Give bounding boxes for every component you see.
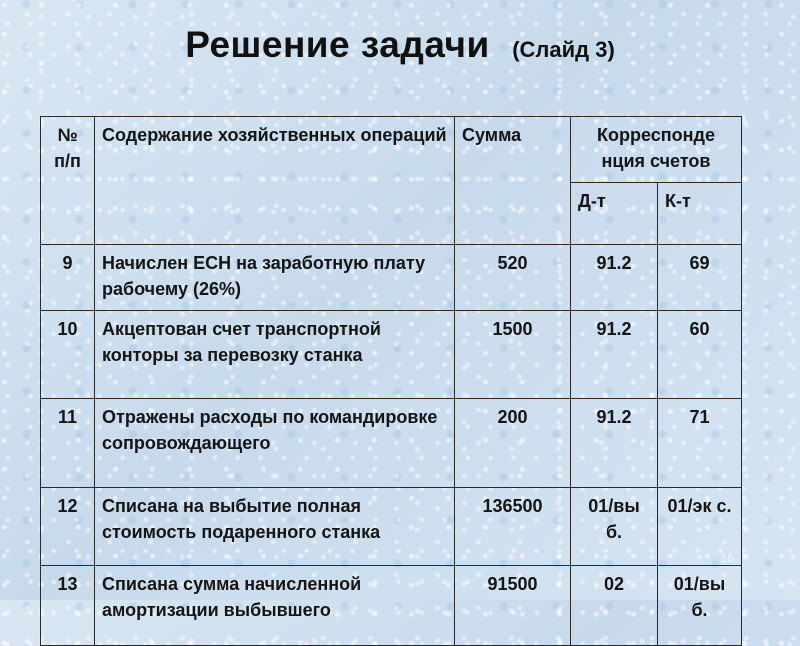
row-credit: 01/эк с. [658, 488, 742, 566]
row-debit: 02 [571, 566, 658, 646]
row-debit: 91.2 [571, 245, 658, 311]
title-main: Решение задачи [185, 24, 490, 65]
table-row [41, 245, 742, 311]
title-subtitle: (Слайд 3) [512, 37, 615, 62]
row-credit: 60 [658, 311, 742, 399]
header-sum: Сумма [455, 117, 571, 245]
row-num: 9 [41, 245, 95, 311]
row-credit: 71 [658, 399, 742, 488]
operations-table [40, 116, 742, 646]
table-row [41, 566, 742, 646]
row-content: Списана на выбытие полная стоимость подаренного станка [95, 488, 455, 566]
row-content: Отражены расходы по командировке сопровождающего [95, 399, 455, 488]
header-row [41, 117, 742, 183]
row-credit: 69 [658, 245, 742, 311]
row-num: 12 [41, 488, 95, 566]
row-sum: 91500 [455, 566, 571, 646]
row-num: 11 [41, 399, 95, 488]
row-debit: 01/вы б. [571, 488, 658, 566]
row-sum: 1500 [455, 311, 571, 399]
header-credit: К-т [658, 183, 742, 245]
row-num: 10 [41, 311, 95, 399]
slide-number: 16 [720, 551, 734, 565]
row-sum: 136500 [455, 488, 571, 566]
header-num: № п/п [41, 117, 95, 245]
row-debit: 91.2 [571, 399, 658, 488]
row-sum: 200 [455, 399, 571, 488]
slide-title [0, 24, 800, 66]
header-debit: Д-т [571, 183, 658, 245]
header-correspondence: Корреспонде нция счетов [571, 117, 742, 183]
row-num: 13 [41, 566, 95, 646]
row-sum: 520 [455, 245, 571, 311]
row-content: Акцептован счет транспортной конторы за перевозку станка [95, 311, 455, 399]
row-credit: 01/вы б. [658, 566, 742, 646]
row-content: Списана сумма начисленной амортизации выбывшего [95, 566, 455, 646]
table-row [41, 399, 742, 488]
table-row [41, 488, 742, 566]
header-content: Содержание хозяйственных операций [95, 117, 455, 245]
row-debit: 91.2 [571, 311, 658, 399]
row-content: Начислен ЕСН на заработную плату рабочему (26%) [95, 245, 455, 311]
table-row [41, 311, 742, 399]
